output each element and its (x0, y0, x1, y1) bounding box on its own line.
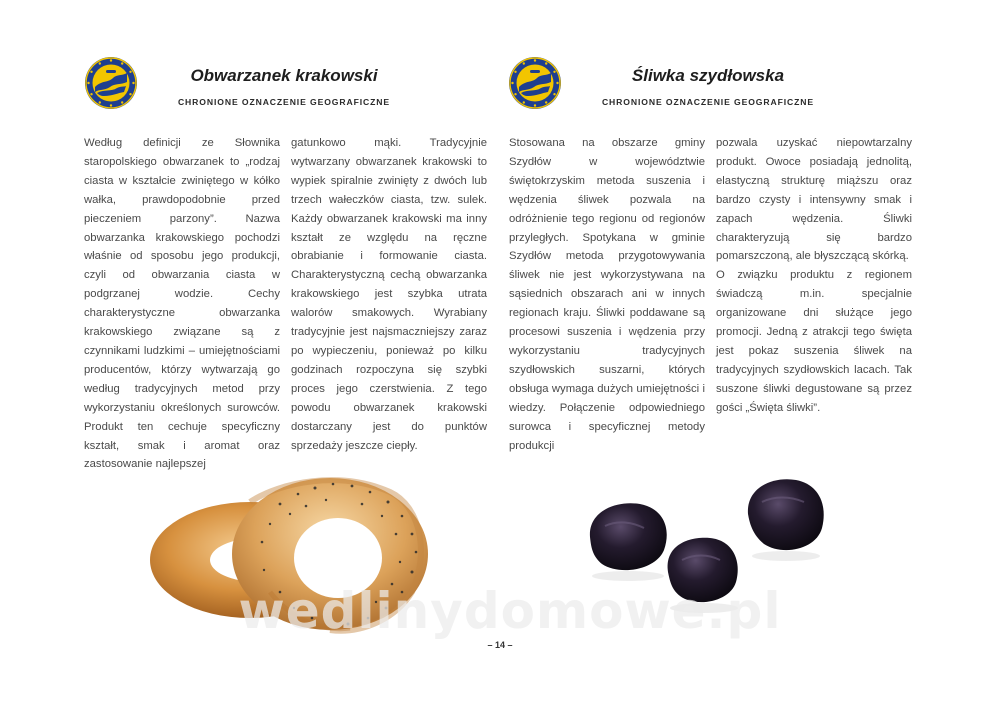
paragraph: Stosowana na obszarze gminy Szydłów w województwie świętokrzyskim metoda suszenia i wędzenia śliwek pozwala na odróżnienie tego regionu od regionów przyległych. Spotykana w gminie Szydłów metoda przygotowywania śliwek nie jest wykorzystywana na sąsiednich obszarach ani w innych regionach kraju. Śliwki poddawane są procesowi suszenia i wędzenia przy wykorzystaniu tradycyjnych szydłowskich suszarni, których obsługa wymaga dużych umiejętności i wiedzy. Połączenie odpowiedniego surowca i specyficznej metody produkcji (509, 137, 705, 452)
text-column-1 (84, 134, 280, 471)
page-number: – 14 – (487, 640, 513, 650)
pgi-emblem-svg (508, 56, 562, 110)
text-column-2 (291, 134, 487, 452)
text-column-4 (716, 134, 912, 434)
section-subtitle: CHRONIONE OZNACZENIE GEOGRAFICZNE (601, 97, 815, 107)
obwarzanek-photo (130, 442, 450, 637)
paragraph: Według definicji ze Słownika staropolskiego obwarzanek to „rodzaj ciasta w kształcie zwiniętego w kółko wałka, prawdopodobnie przed pieczeniem parzony”. Nazwa obwarzanka krakowskiego pochodzi właśnie od sposobu jego produkcji, czyli od obwarzania ciasta w podgrzanej wodzie. Cechy charakterystyczne obwarzanka krakowskiego związane są z czynnikami ludzkimi – umiejętnościami producentów, którzy wytwarzają go według tradycyjnych metod przy wykorzystaniu określonych surowców. Produkt ten cechuje specyficzny kształt, smak i aromat oraz zastosowanie najlepszej (84, 137, 280, 471)
section-header-sliwka (508, 56, 838, 116)
paragraph: O związku produktu z regionem świadczą m.in. specjalnie organizowane dni służące jego promocji. Jedną z atrakcji tego święta jest pokaz suszenia śliwek na tradycyjnych szydłowskich lacach. Tak suszone śliwki degustowane są przez gości „Święta śliwki”. (716, 269, 912, 414)
paragraph: gatunkowo mąki. Tradycyjnie wytwarzany obwarzanek krakowski to wypiek spiralnie zwinięty z dwóch lub trzech wałeczków ciasta, tzw. sulek. Każdy obwarzanek krakowski ma inny kształt ze względu na ręczne obrabianie i formowanie ciasta. Charakterystyczną cechą obwarzanka krakowskiego jest szybka utrata walorów smakowych. Wyrabiany tradycyjnie jest najsmaczniejszy zaraz po wypieczeniu, ponieważ po kilku godzinach rozpoczyna się szybki proces jego czerstwienia. Z tego powodu obwarzanek krakowski dostarczany jest do punktów sprzedaży jeszcze ciepły. (291, 137, 487, 452)
text-column-3 (509, 134, 705, 452)
watermark: wedlinydomowe.pl (238, 582, 782, 640)
section-header-obwarzanek (84, 56, 414, 116)
pgi-emblem-icon (84, 56, 138, 110)
section-subtitle: CHRONIONE OZNACZENIE GEOGRAFICZNE (177, 97, 391, 107)
prunes-illustration (560, 442, 850, 637)
section-title: Obwarzanek krakowski (190, 66, 378, 85)
pgi-emblem-svg (84, 56, 138, 110)
section-title: Śliwka szydłowska (631, 66, 785, 85)
paragraph: pozwala uzyskać niepowtarzalny produkt. Owoce posiadają jednolitą, elastyczną strukturę miąższu oraz bardzo czysty i intensywny smak i zapach wędzenia. Śliwki charakteryzują się bardzo pomarszczoną, ale błyszczącą skórką. (716, 137, 912, 263)
bagel-illustration (130, 442, 450, 637)
pgi-emblem-icon (508, 56, 562, 110)
sliwka-photo (560, 442, 850, 637)
